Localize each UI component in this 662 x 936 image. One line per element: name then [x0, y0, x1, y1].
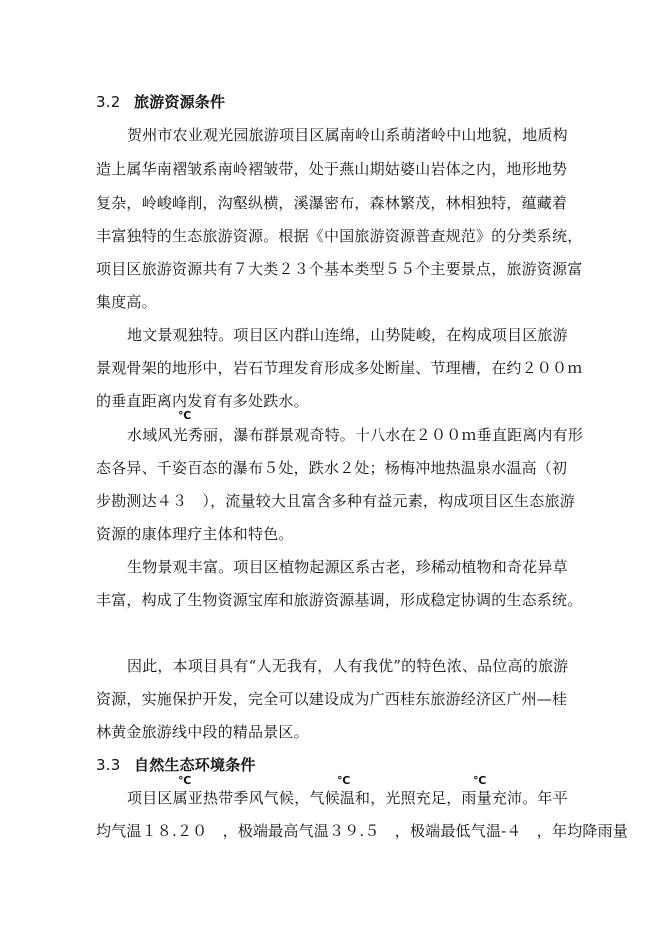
paragraph-line: 水域风光秀丽，瀑布群景观奇特。十八水在２００ｍ垂直距离内有形 [127, 426, 584, 444]
celsius-unit: ℃ [337, 774, 351, 787]
paragraph-line: 步勘测达４３ ），流量较大且富含多种有益元素，构成项目区生态旅游 [96, 492, 575, 510]
celsius-unit: ℃ [178, 409, 192, 422]
celsius-unit: ℃ [178, 774, 192, 787]
paragraph-line: 项目区旅游资源共有７大类２３个基本类型５５个主要景点，旅游资源富 [96, 260, 583, 278]
paragraph-line: 资源，实施保护开发，完全可以建设成为广西桂东旅游经济区广州—桂 [96, 690, 568, 708]
paragraph-line: 态各异、千姿百态的瀑布５处，跌水２处；杨梅冲地热温泉水温高（初 [96, 459, 568, 477]
paragraph-line: 丰富，构成了生物资源宝库和旅游资源基调，形成稳定协调的生态系统。 [96, 591, 583, 609]
paragraph-line: 资源的康体理疗主体和特色。 [96, 525, 294, 543]
paragraph-line: 因此，本项目具有“人无我有，人有我优”的特色浓、品位高的旅游 [127, 657, 569, 675]
paragraph-line: 景观骨架的地形中，岩石节理发育形成多处断崖、节理槽，在约２００ｍ [96, 359, 583, 377]
section-heading-3-2 [96, 92, 225, 112]
paragraph-line: 的垂直距离内发育有多处跌水。 [96, 392, 309, 410]
paragraph-line: 丰富独特的生态旅游资源。根据《中国旅游资源普查规范》的分类系统， [96, 227, 583, 245]
paragraph-line: 集度高。 [96, 293, 157, 311]
paragraph-line: 项目区属亚热带季风气候，气候温和，光照充足，雨量充沛。年平 [127, 789, 568, 807]
section-number: 3.3 [96, 756, 121, 774]
paragraph-line: 地文景观独特。项目区内群山连绵，山势陡峻，在构成项目区旅游 [127, 326, 568, 344]
section-heading-3-3 [96, 755, 256, 775]
paragraph-line: 均气温１８.２０ ，极端最高气温３９.５ ，极端最低气温-４ ，年均降雨量 [96, 822, 629, 840]
paragraph-line: 生物景观丰富。项目区植物起源区系古老，珍稀动植物和奇花异草 [127, 558, 568, 576]
paragraph-line: 造上属华南褶皱系南岭褶皱带，处于燕山期姑婆山岩体之内，地形地势 [96, 160, 568, 178]
section-number: 3.2 [96, 93, 121, 111]
paragraph-line: 复杂，岭峻峰削，沟壑纵横，溪瀑密布，森林繁茂，林相独特，蕴藏着 [96, 194, 568, 212]
section-title: 旅游资源条件 [134, 93, 226, 111]
celsius-unit: ℃ [473, 774, 487, 787]
paragraph-line: 林黄金旅游线中段的精品景区。 [96, 723, 309, 741]
paragraph-line: 贺州市农业观光园旅游项目区属南岭山系萌渚岭中山地貌，地质构 [127, 126, 568, 144]
section-title: 自然生态环境条件 [134, 756, 256, 774]
